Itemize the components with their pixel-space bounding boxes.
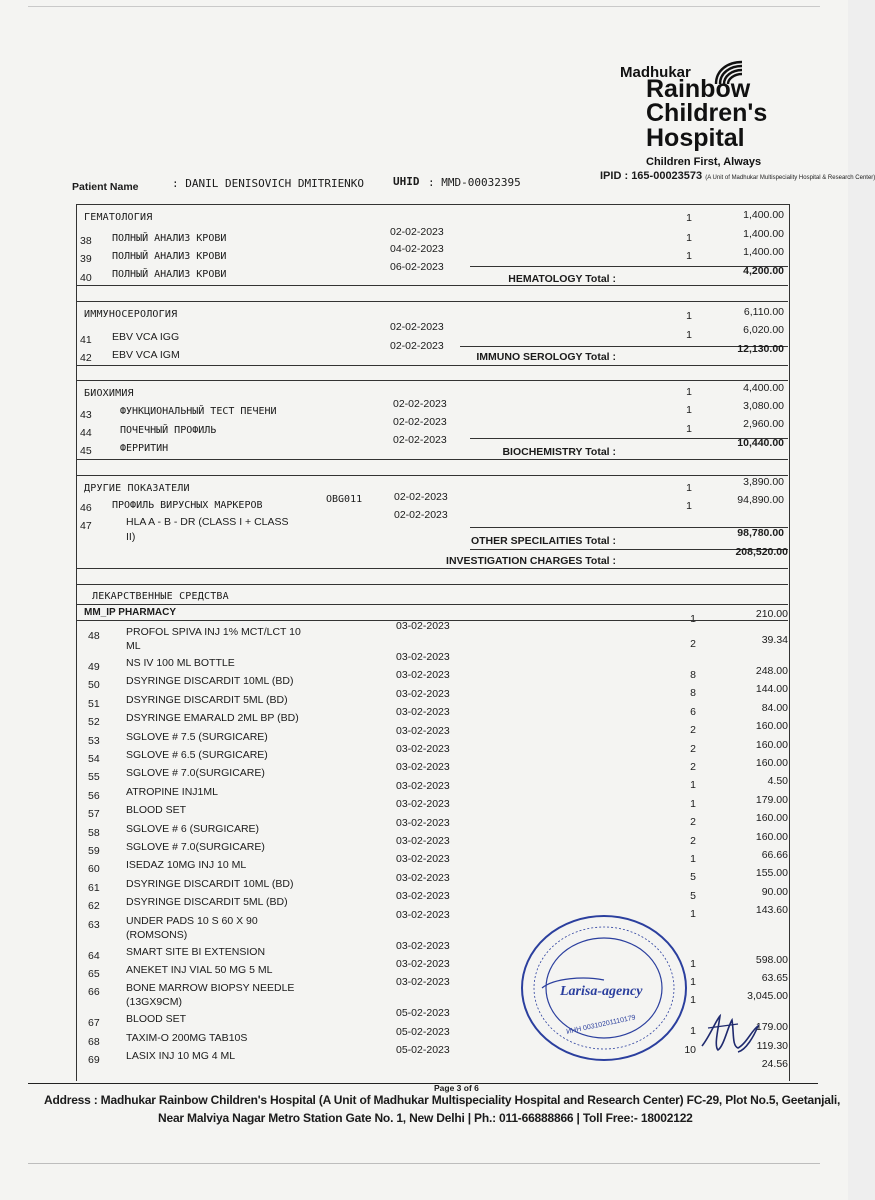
row-amount: 4.50 bbox=[767, 775, 788, 788]
section-rule bbox=[76, 475, 788, 476]
row-name: ISEDAZ 10MG INJ 10 ML bbox=[126, 859, 247, 872]
section-title-pharmacy: ЛЕКАРСТВЕННЫЕ СРЕДСТВА bbox=[92, 591, 229, 602]
row-amount: 1,400.00 bbox=[743, 246, 784, 258]
row-date: 02-02-2023 bbox=[390, 226, 444, 238]
row-date: 06-02-2023 bbox=[390, 261, 444, 273]
total-other: 98,780.00 bbox=[737, 527, 784, 539]
row-date: 02-02-2023 bbox=[393, 434, 447, 446]
row-date: 02-02-2023 bbox=[394, 491, 448, 503]
row-date: 03-02-2023 bbox=[396, 761, 450, 774]
row-qty: 8 bbox=[690, 669, 696, 681]
patient-name-value: : DANIL DENISOVICH DMITRIENKO bbox=[172, 177, 365, 190]
row-date: 03-02-2023 bbox=[396, 798, 450, 811]
row-qty: 1 bbox=[686, 500, 692, 512]
pharmacy-subtitle: MM_IP PHARMACY bbox=[84, 607, 177, 618]
section-amount: 3,890.00 bbox=[743, 476, 784, 488]
total-biochem: 10,440.00 bbox=[737, 437, 784, 449]
row-name-line2: II) bbox=[126, 531, 136, 543]
row-date: 03-02-2023 bbox=[396, 908, 450, 921]
total-hematology: 4,200.00 bbox=[743, 265, 784, 277]
row-amount: 94,890.00 bbox=[737, 494, 784, 506]
section-amount: 6,110.00 bbox=[743, 306, 784, 318]
row-name: ATROPINE INJ1ML bbox=[126, 785, 218, 798]
row-amount: 84.00 bbox=[761, 701, 788, 714]
row-qty: 2 bbox=[690, 742, 696, 755]
row-date: 05-02-2023 bbox=[396, 1044, 450, 1057]
row-no: 65 bbox=[88, 968, 100, 980]
row-qty: 1 bbox=[686, 329, 692, 341]
row-amount: 179.00 bbox=[755, 1021, 788, 1034]
row-no: 56 bbox=[88, 789, 100, 802]
row-no: 68 bbox=[88, 1035, 100, 1048]
row-date: 03-02-2023 bbox=[396, 669, 450, 682]
row-amount: 2,960.00 bbox=[743, 418, 784, 430]
section-rule bbox=[76, 459, 788, 460]
row-qty: 5 bbox=[690, 871, 696, 884]
row-name: SGLOVE # 7.0(SURGICARE) bbox=[126, 767, 265, 780]
section-amount: 4,400.00 bbox=[743, 382, 784, 394]
row-amount: 39.34 bbox=[761, 634, 788, 646]
row-date: 03-02-2023 bbox=[396, 958, 450, 970]
row-name: EBV VCA IGG bbox=[112, 331, 180, 343]
section-title-other: ДРУГИЕ ПОКАЗАТЕЛИ bbox=[84, 483, 190, 494]
row-date: 03-02-2023 bbox=[396, 816, 450, 829]
row-amount: 160.00 bbox=[755, 738, 788, 751]
ipid-label: IPID bbox=[600, 170, 622, 182]
row-name-line2: (ROMSONS) bbox=[126, 928, 188, 941]
ipid bbox=[600, 170, 875, 182]
logo-line1: Madhukar bbox=[620, 64, 691, 81]
address-line2: Near Malviya Nagar Metro Station Gate No. 1, New Delhi | Ph.: 011-66888866 | Toll Free:- 18002122 bbox=[158, 1111, 693, 1125]
row-qty: 1 bbox=[690, 779, 696, 792]
row-date: 05-02-2023 bbox=[396, 1007, 450, 1020]
row-amount: 66.66 bbox=[761, 849, 788, 861]
row-no: 52 bbox=[88, 716, 100, 729]
row-qty: 2 bbox=[690, 724, 696, 737]
section-title-biochem: БИОХИМИЯ bbox=[84, 388, 134, 399]
row-amount: 63.65 bbox=[761, 972, 788, 984]
row-date: 02-02-2023 bbox=[390, 340, 444, 352]
row-qty: 1 bbox=[686, 423, 692, 435]
total-immuno: 12,130.00 bbox=[737, 343, 784, 355]
pharmacy-sub-qty: 1 bbox=[690, 613, 696, 625]
row-qty: 1 bbox=[690, 908, 696, 921]
row-amount: 144.00 bbox=[755, 683, 788, 696]
row-name: ПОЧЕЧНЫЙ ПРОФИЛЬ bbox=[120, 425, 217, 436]
row-qty: 1 bbox=[690, 957, 696, 970]
section-rule bbox=[76, 285, 788, 286]
hospital-logo bbox=[612, 56, 812, 176]
row-no: 41 bbox=[80, 334, 92, 346]
row-name: ФЕРРИТИН bbox=[120, 443, 169, 454]
row-amount: 179.00 bbox=[755, 793, 788, 806]
row-qty: 2 bbox=[690, 761, 696, 773]
row-no: 42 bbox=[80, 352, 92, 364]
total-label-hematology: HEMATOLOGY Total : bbox=[508, 273, 616, 285]
row-name: DSYRINGE DISCARDIT 5ML (BD) bbox=[126, 693, 288, 706]
row-no: 39 bbox=[80, 253, 92, 265]
row-name: DSYRINGE EMARALD 2ML BP (BD) bbox=[126, 712, 299, 725]
row-name: BLOOD SET bbox=[126, 804, 187, 817]
section-rule bbox=[76, 584, 788, 585]
row-no: 60 bbox=[88, 863, 100, 876]
row-date: 02-02-2023 bbox=[394, 509, 448, 521]
row-date: 03-02-2023 bbox=[396, 651, 450, 663]
row-date: 03-02-2023 bbox=[396, 890, 450, 903]
row-amount: 6,020.00 bbox=[743, 324, 784, 336]
section-title-immuno: ИММУНОСЕРОЛОГИЯ bbox=[84, 309, 178, 320]
row-no: 53 bbox=[88, 734, 100, 747]
row-qty: 8 bbox=[690, 687, 696, 700]
row-no: 51 bbox=[88, 697, 100, 710]
section-rule bbox=[76, 301, 788, 302]
row-name: LASIX INJ 10 MG 4 ML bbox=[126, 1050, 236, 1063]
row-qty: 2 bbox=[690, 638, 696, 650]
logo-tagline: Children First, Always bbox=[646, 156, 762, 168]
row-name: ПОЛНЫЙ АНАЛИЗ КРОВИ bbox=[112, 251, 227, 262]
row-name: BONE MARROW BIOPSY NEEDLE bbox=[126, 982, 295, 995]
total-label-investigation: INVESTIGATION CHARGES Total : bbox=[446, 555, 616, 567]
row-name: BLOOD SET bbox=[126, 1013, 187, 1026]
uhid-value: : MMD-00032395 bbox=[428, 176, 521, 189]
row-qty: 1 bbox=[690, 1025, 696, 1038]
total-label-immuno: IMMUNO SEROLOGY Total : bbox=[476, 351, 616, 363]
row-name: ANEKET INJ VIAL 50 MG 5 ML bbox=[126, 964, 273, 976]
section-amount: 1,400.00 bbox=[743, 209, 784, 221]
row-qty: 1 bbox=[686, 404, 692, 416]
row-no: 62 bbox=[88, 900, 100, 913]
row-date: 03-02-2023 bbox=[396, 706, 450, 719]
row-qty: 6 bbox=[690, 705, 696, 718]
row-qty: 1 bbox=[690, 976, 696, 988]
row-no: 58 bbox=[88, 826, 100, 839]
row-no: 69 bbox=[88, 1054, 100, 1067]
row-amount: 160.00 bbox=[755, 812, 788, 825]
row-amount: 160.00 bbox=[755, 720, 788, 733]
pharmacy-sub-amount: 210.00 bbox=[755, 608, 788, 620]
row-date: 03-02-2023 bbox=[396, 687, 450, 700]
ipid-subtext: (A Unit of Madhukar Multispeciality Hospital & Research Center) bbox=[705, 175, 875, 181]
row-name: SGLOVE # 6 (SURGICARE) bbox=[126, 822, 260, 835]
section-rule bbox=[76, 604, 788, 605]
total-label-biochem: BIOCHEMISTRY Total : bbox=[502, 446, 616, 458]
row-date: 03-02-2023 bbox=[396, 743, 450, 755]
row-name: SGLOVE # 6.5 (SURGICARE) bbox=[126, 749, 268, 761]
row-no: 38 bbox=[80, 235, 92, 247]
row-qty: 1 bbox=[686, 232, 692, 244]
row-name: EBV VCA IGM bbox=[112, 349, 180, 361]
uhid-label: UHID bbox=[393, 175, 420, 188]
row-name: SMART SITE BI EXTENSION bbox=[126, 945, 266, 958]
row-qty: 1 bbox=[690, 853, 696, 865]
row-no: 45 bbox=[80, 445, 92, 457]
row-qty: 2 bbox=[690, 816, 696, 829]
row-no: 66 bbox=[88, 986, 100, 999]
translation-agency-stamp bbox=[514, 908, 694, 1068]
row-date: 03-02-2023 bbox=[396, 724, 450, 737]
row-date: 03-02-2023 bbox=[396, 976, 450, 989]
row-date: 02-02-2023 bbox=[393, 416, 447, 428]
row-amount: 598.00 bbox=[755, 953, 788, 966]
signature-icon bbox=[698, 1006, 768, 1056]
row-amount: 160.00 bbox=[755, 757, 788, 769]
row-no: 54 bbox=[88, 753, 100, 765]
page-bottom-edge bbox=[28, 1163, 820, 1164]
section-qty: 1 bbox=[686, 482, 692, 494]
row-date: 02-02-2023 bbox=[390, 321, 444, 333]
row-name-line2: ML bbox=[126, 640, 141, 652]
row-no: 47 bbox=[80, 520, 92, 532]
row-no: 61 bbox=[88, 881, 100, 894]
row-date: 04-02-2023 bbox=[390, 243, 444, 255]
total-label-other: OTHER SPECILAITIES Total : bbox=[470, 535, 616, 547]
stamp-inn-text: ИНН 00310201110179 bbox=[565, 1014, 637, 1036]
patient-name-label: Patient Name bbox=[72, 181, 139, 193]
row-name: HLA A - B - DR (CLASS I + CLASS bbox=[126, 516, 289, 528]
row-no: 48 bbox=[88, 630, 100, 642]
row-no: 55 bbox=[88, 771, 100, 784]
footer-rule bbox=[28, 1083, 818, 1084]
row-qty: 1 bbox=[690, 797, 696, 810]
section-qty: 1 bbox=[686, 212, 692, 224]
row-amount: 155.00 bbox=[755, 867, 788, 880]
row-no: 64 bbox=[88, 949, 100, 962]
section-rule bbox=[76, 380, 788, 381]
row-name: UNDER PADS 10 S 60 X 90 bbox=[126, 914, 258, 927]
row-name: ПОЛНЫЙ АНАЛИЗ КРОВИ bbox=[112, 233, 227, 244]
row-no: 46 bbox=[80, 502, 92, 514]
row-name: TAXIM-O 200MG TAB10S bbox=[126, 1031, 248, 1044]
row-date: 05-02-2023 bbox=[396, 1025, 450, 1038]
row-no: 44 bbox=[80, 427, 92, 439]
row-amount: 90.00 bbox=[761, 885, 788, 898]
row-date: 03-02-2023 bbox=[396, 620, 450, 632]
section-qty: 1 bbox=[686, 386, 692, 398]
row-name: ФУНКЦИОНАЛЬНЫЙ ТЕСТ ПЕЧЕНИ bbox=[120, 406, 277, 417]
section-qty: 1 bbox=[686, 310, 692, 322]
row-amount: 143.60 bbox=[755, 904, 788, 917]
row-date: 03-02-2023 bbox=[396, 779, 450, 792]
row-name: SGLOVE # 7.0(SURGICARE) bbox=[126, 841, 265, 853]
address-line1: Address : Madhukar Rainbow Children's Hospital (A Unit of Madhukar Multispeciality Hospital and Research Center) FC-29, Plot No.5, Geetanjali, bbox=[44, 1093, 841, 1107]
row-no: 57 bbox=[88, 808, 100, 821]
row-name: DSYRINGE DISCARDIT 5ML (BD) bbox=[126, 896, 288, 909]
page-top-edge bbox=[28, 6, 820, 7]
row-qty: 5 bbox=[690, 889, 696, 902]
row-no: 43 bbox=[80, 409, 92, 421]
row-qty: 1 bbox=[686, 250, 692, 262]
logo-line4: Hospital bbox=[646, 124, 745, 152]
stamp-center-text: Larisa-agency bbox=[560, 984, 643, 999]
row-name: ПОЛНЫЙ АНАЛИЗ КРОВИ bbox=[112, 269, 227, 280]
row-code: OBG011 bbox=[326, 494, 363, 505]
row-qty: 10 bbox=[684, 1043, 696, 1056]
logo-line2: Rainbow bbox=[646, 75, 751, 103]
row-date: 03-02-2023 bbox=[396, 835, 450, 847]
row-name: NS IV 100 ML BOTTLE bbox=[126, 657, 235, 669]
row-amount: 1,400.00 bbox=[743, 228, 784, 240]
row-amount: 160.00 bbox=[755, 830, 788, 843]
total-investigation: 208,520.00 bbox=[735, 546, 788, 558]
ipid-value: : 165-00023573 bbox=[624, 170, 703, 182]
row-no: 49 bbox=[88, 661, 100, 673]
row-qty: 1 bbox=[690, 994, 696, 1007]
row-no: 40 bbox=[80, 272, 92, 284]
row-date: 03-02-2023 bbox=[396, 871, 450, 884]
row-amount: 3,080.00 bbox=[743, 400, 784, 412]
row-date: 03-02-2023 bbox=[396, 853, 450, 866]
row-date: 03-02-2023 bbox=[396, 939, 450, 952]
row-no: 59 bbox=[88, 845, 100, 857]
row-amount: 119.30 bbox=[756, 1039, 788, 1052]
section-rule bbox=[76, 568, 788, 569]
row-date: 02-02-2023 bbox=[393, 398, 447, 410]
page-number: Page 3 of 6 bbox=[434, 1083, 479, 1093]
row-name: DSYRINGE DISCARDIT 10ML (BD) bbox=[126, 675, 294, 688]
section-rule bbox=[76, 365, 788, 366]
row-amount: 3,045.00 bbox=[747, 990, 788, 1003]
row-qty: 2 bbox=[690, 834, 696, 847]
row-name: DSYRINGE DISCARDIT 10ML (BD) bbox=[126, 877, 294, 890]
row-no: 50 bbox=[88, 679, 100, 692]
row-amount: 248.00 bbox=[755, 665, 788, 677]
row-name: ПРОФИЛЬ ВИРУСНЫХ МАРКЕРОВ bbox=[112, 500, 263, 511]
section-title-hematology: ГЕМАТОЛОГИЯ bbox=[84, 212, 153, 223]
row-no: 63 bbox=[88, 918, 100, 931]
row-name-line2: (13GX9CM) bbox=[126, 996, 183, 1009]
row-no: 67 bbox=[88, 1017, 100, 1030]
row-amount: 24.56 bbox=[761, 1058, 788, 1071]
row-name: SGLOVE # 7.5 (SURGICARE) bbox=[126, 730, 268, 743]
row-name: PROFOL SPIVA INJ 1% MCT/LCT 10 bbox=[126, 626, 301, 638]
logo-line3: Children's bbox=[646, 99, 768, 127]
